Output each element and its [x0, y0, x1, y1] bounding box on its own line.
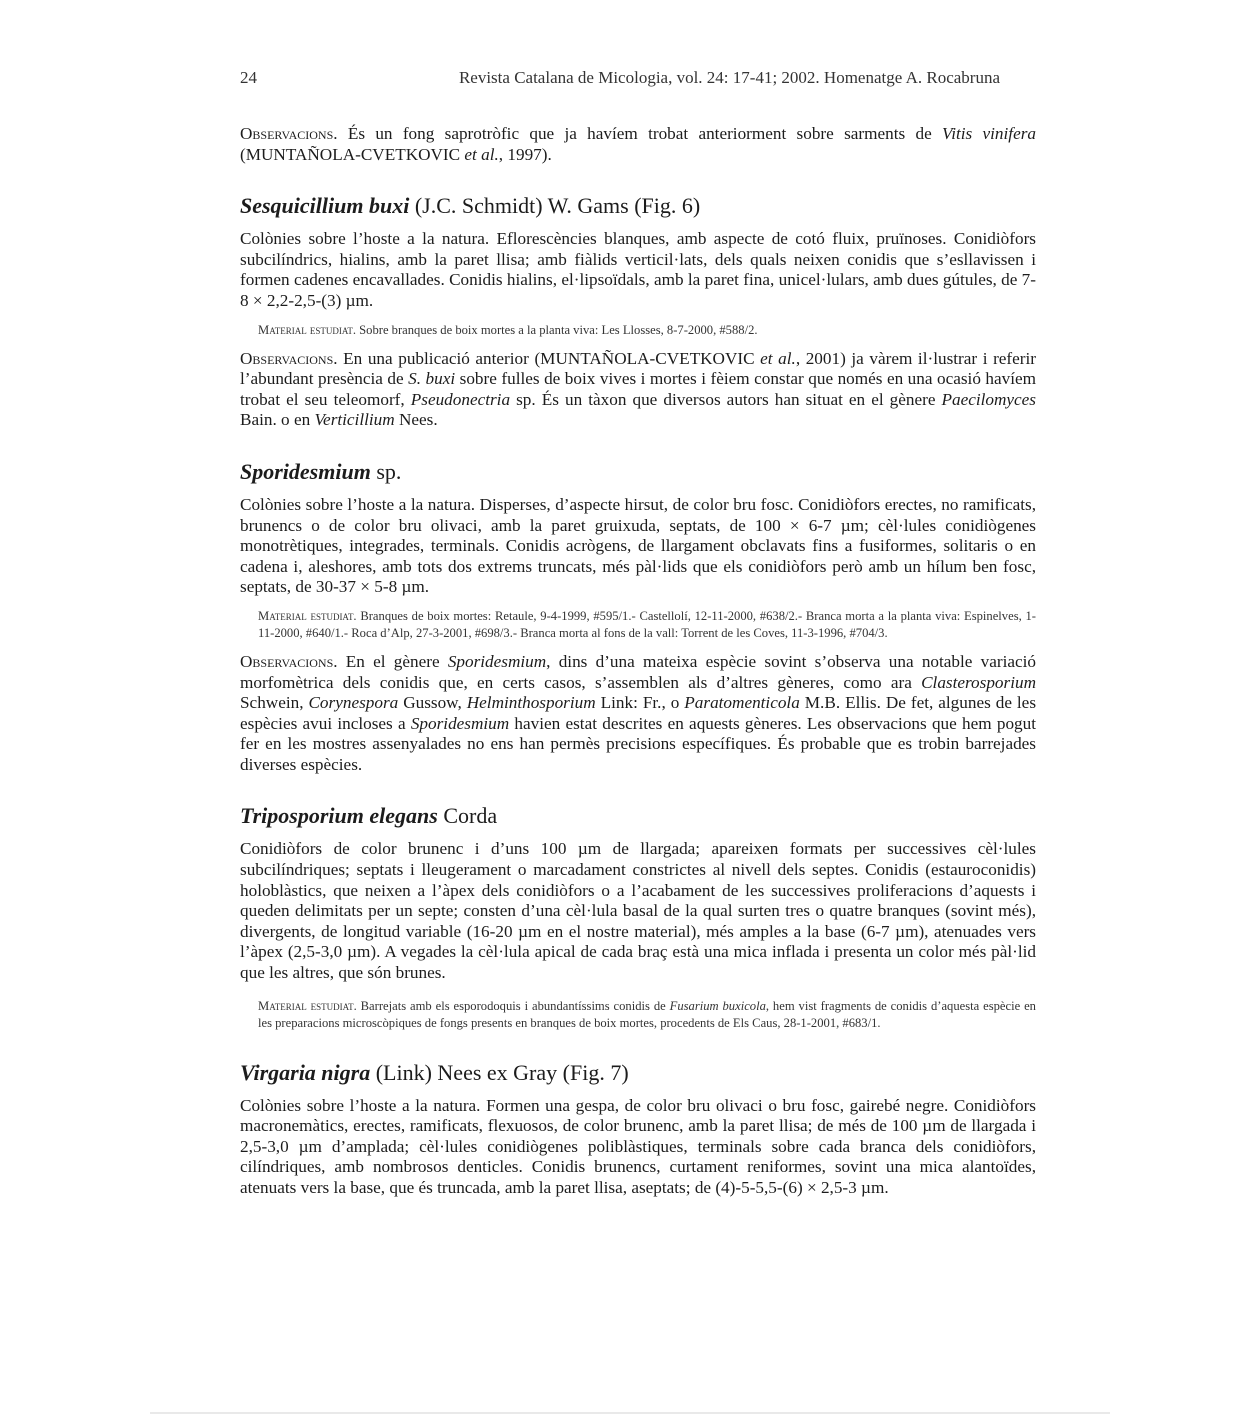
text-run: Link: Fr., o	[595, 693, 685, 713]
text-run: Schwein,	[240, 693, 309, 713]
observations-label: Observacions.	[240, 348, 338, 368]
text-run: Bain. o en	[240, 410, 315, 430]
material-text: Barrejats amb els esporodoquis i abundantíssims conidis de	[356, 998, 670, 1013]
material-label: Material estudiat.	[258, 608, 357, 623]
taxon-name: S. buxi	[408, 369, 456, 389]
text-run: , dins d’una mateixa espècie sovint s’observa una notable variació morfomètrica dels conidis que, en certs casos, s’assemblen als d’altres gèneres, como ara	[240, 651, 1036, 692]
species-name: Triposporium elegans	[240, 803, 438, 829]
species-description: Colònies sobre l’hoste a la natura. Formen una gespa, de color bru olivaci o bru fosc, gairebé negre. Conidiòfors macronemàtics, erectes, ramificats, flexuosos, de color brunenc, amb la paret llisa; de més de 100 µm de llargada i 2,5-3,0 µm d’amplada; cèl·lules conidiògenes poliblàstiques, terminals sobre cada branca dels conidiòfors, cilíndriques, amb nombrosos denticles. Conidis brunencs, curtament reniformes, sovint una mica alantoïdes, atenuats vers la base, que és truncada, amb la paret llisa, aseptats; de (4)-5-5,5-(6) × 2,5-3 µm.	[240, 1095, 1036, 1197]
material-text: , hem vist fragments de conidis d’aquesta espècie en les preparacions microscòpiques de fongs presents en branques de boix mortes, procedents de Els Caus, 28-1-2001, #683/1.	[258, 998, 1036, 1030]
material-label: Material estudiat.	[258, 322, 356, 337]
observations-paragraph-intro	[240, 124, 1036, 165]
taxon-name: Pseudonectria	[410, 389, 511, 409]
taxon-name: Clasterosporium	[921, 672, 1036, 692]
species-description: Conidiòfors de color brunenc i d’uns 100 µm de llargada; apareixen formats per successives cèl·lules subcilíndriques; septats i lleugerament o marcadament constrictes al nivell dels septes. Conidis (estauroconidis) holoblàstics, que neixen a l’àpex dels conidiòfors o a l’acabament de les successives proliferacions d’aquests i queden delimitats per un septe; consten d’una cèl·lula basal de la qual surten tres o quatre branques (sovint més), divergents, de longitud variable (16-20 µm en el nostre material), més amples a la base (6-7 µm), atenuades vers l’àpex (2,5-3,0 µm). A vegades la cèl·lula apical de cada braç està una mica inflada i presenta un color més pàl·lid que les altres, que són brunes.	[240, 839, 1036, 983]
species-author: (Link) Nees ex Gray (Fig. 7)	[370, 1059, 629, 1085]
text-run: Gussow,	[398, 693, 467, 713]
italic-run: et al.	[760, 348, 796, 368]
text-run: , 2001) ja vàrem il·lustrar i referir l’abundant presència de	[240, 348, 1036, 389]
taxon-name: Sporidesmium	[447, 651, 547, 671]
taxon-name: Paratomenticola	[684, 693, 800, 713]
page	[240, 60, 1036, 1199]
page-number: 24	[240, 68, 257, 87]
species-heading-triposporium	[240, 803, 1036, 829]
text-run: , 1997).	[498, 144, 552, 164]
material-text: Branques de boix mortes: Retaule, 9-4-1999, #595/1.- Castellolí, 12-11-2000, #638/2.- Branca morta a la planta viva: Espinelves, 1-11-2000, #640/1.- Roca d’Alp, 27-3-2001, #698/3.- Branca morta al fons de la vall: Torrent de les Coves, 11-3-1996, #704/3.	[258, 608, 1036, 640]
species-description: Colònies sobre l’hoste a la natura. Disperses, d’aspecte hirsut, de color bru fosc. Conidiòfors erectes, no ramificats, brunencs o de color bru olivaci, amb la paret gruixuda, septats, de 100 × 6-7 µm; cèl·lules conidiògenes monotrètiques, integrades, terminals. Conidis acrògens, de llargament obclavats fins a fusiformes, solitaris o en cadena i, aleshores, amb tots dos extrems truncats, més pàl·lids que els conidiòfors però amb un hílum ben fosc, septats, de 30-37 × 5-8 µm.	[240, 494, 1036, 597]
text-run: Nees.	[394, 410, 438, 430]
material-studied	[240, 322, 1036, 339]
taxon-name: Corynespora	[308, 693, 399, 713]
text-run: havien estat descrites en aquests gèneres. Les observacions que hem pogut fer en les mostres assenyalades no ens han permès precisions específiques. És probable que es trobin barrejades diverses espècies.	[240, 713, 1036, 774]
species-heading-sesquicillium	[240, 193, 1036, 219]
text-run: sobre fulles de boix vives i mortes i fèiem constar que només en una ocasió havíem trobat el seu teleomorf,	[240, 369, 1037, 409]
observations-label: Observacions.	[240, 124, 338, 143]
text-run: En una publicació anterior (MUNTAÑOLA-CVETKOVIC	[337, 348, 761, 368]
species-name: Sporidesmium	[240, 458, 371, 484]
observations-paragraph	[240, 349, 1036, 431]
species-heading-virgaria	[240, 1060, 1036, 1086]
text-run: M.B. Ellis. De fet, algunes de les espècies avui incloses a	[240, 693, 1037, 733]
taxon-name: Helminthosporium	[466, 693, 596, 713]
text-run: (MUNTAÑOLA-CVETKOVIC	[240, 144, 465, 164]
taxon-name: Vitis vinifera	[942, 124, 1036, 143]
species-description: Colònies sobre l’hoste a la natura. Eflorescències blanques, amb aspecte de cotó fluix, pruïnoses. Conidiòfors subcilíndrics, hialins, amb la paret llisa; amb fiàlids verticil·lats, dels quals neixen conidis que s’esllavissen i formen cadenes encavallades. Conidis hialins, el·lipsoïdals, amb la paret fina, unicel·lulars, amb dues gútules, de 7-8 × 2,2-2,5-(3) µm.	[240, 229, 1036, 310]
taxon-name: Sporidesmium	[410, 713, 510, 733]
journal-citation: Revista Catalana de Micologia, vol. 24: 17-41; 2002. Homenatge A. Rocabruna	[458, 68, 1000, 87]
italic-run: et al.	[464, 144, 499, 164]
taxon-name: Fusarium buxicola	[669, 998, 766, 1013]
running-head	[240, 60, 1036, 100]
taxon-name: Paecilomyces	[941, 389, 1036, 409]
species-author: (J.C. Schmidt) W. Gams (Fig. 6)	[409, 193, 701, 219]
material-studied	[240, 998, 1036, 1032]
observations-label: Observacions.	[240, 651, 338, 671]
text-run: En el gènere	[337, 651, 448, 671]
material-studied	[240, 608, 1036, 642]
material-text: Sobre branques de boix mortes a la planta viva: Les Llosses, 8-7-2000, #588/2.	[356, 322, 758, 337]
species-author: Corda	[437, 803, 498, 829]
text-run: sp. És un tàxon que diversos autors han situat en el gènere	[510, 389, 942, 409]
species-heading-sporidesmium	[240, 459, 1036, 485]
taxon-name: Verticillium	[314, 410, 395, 430]
page-edge-shadow	[150, 1412, 1110, 1414]
observations-paragraph	[240, 652, 1036, 776]
species-name: Virgaria nigra	[240, 1059, 371, 1085]
text-run: És un fong saprotròfic que ja havíem trobat anteriorment sobre sarments de	[337, 124, 942, 143]
material-label: Material estudiat.	[258, 998, 357, 1013]
species-author: sp.	[370, 458, 402, 484]
species-name: Sesquicillium buxi	[240, 193, 410, 219]
